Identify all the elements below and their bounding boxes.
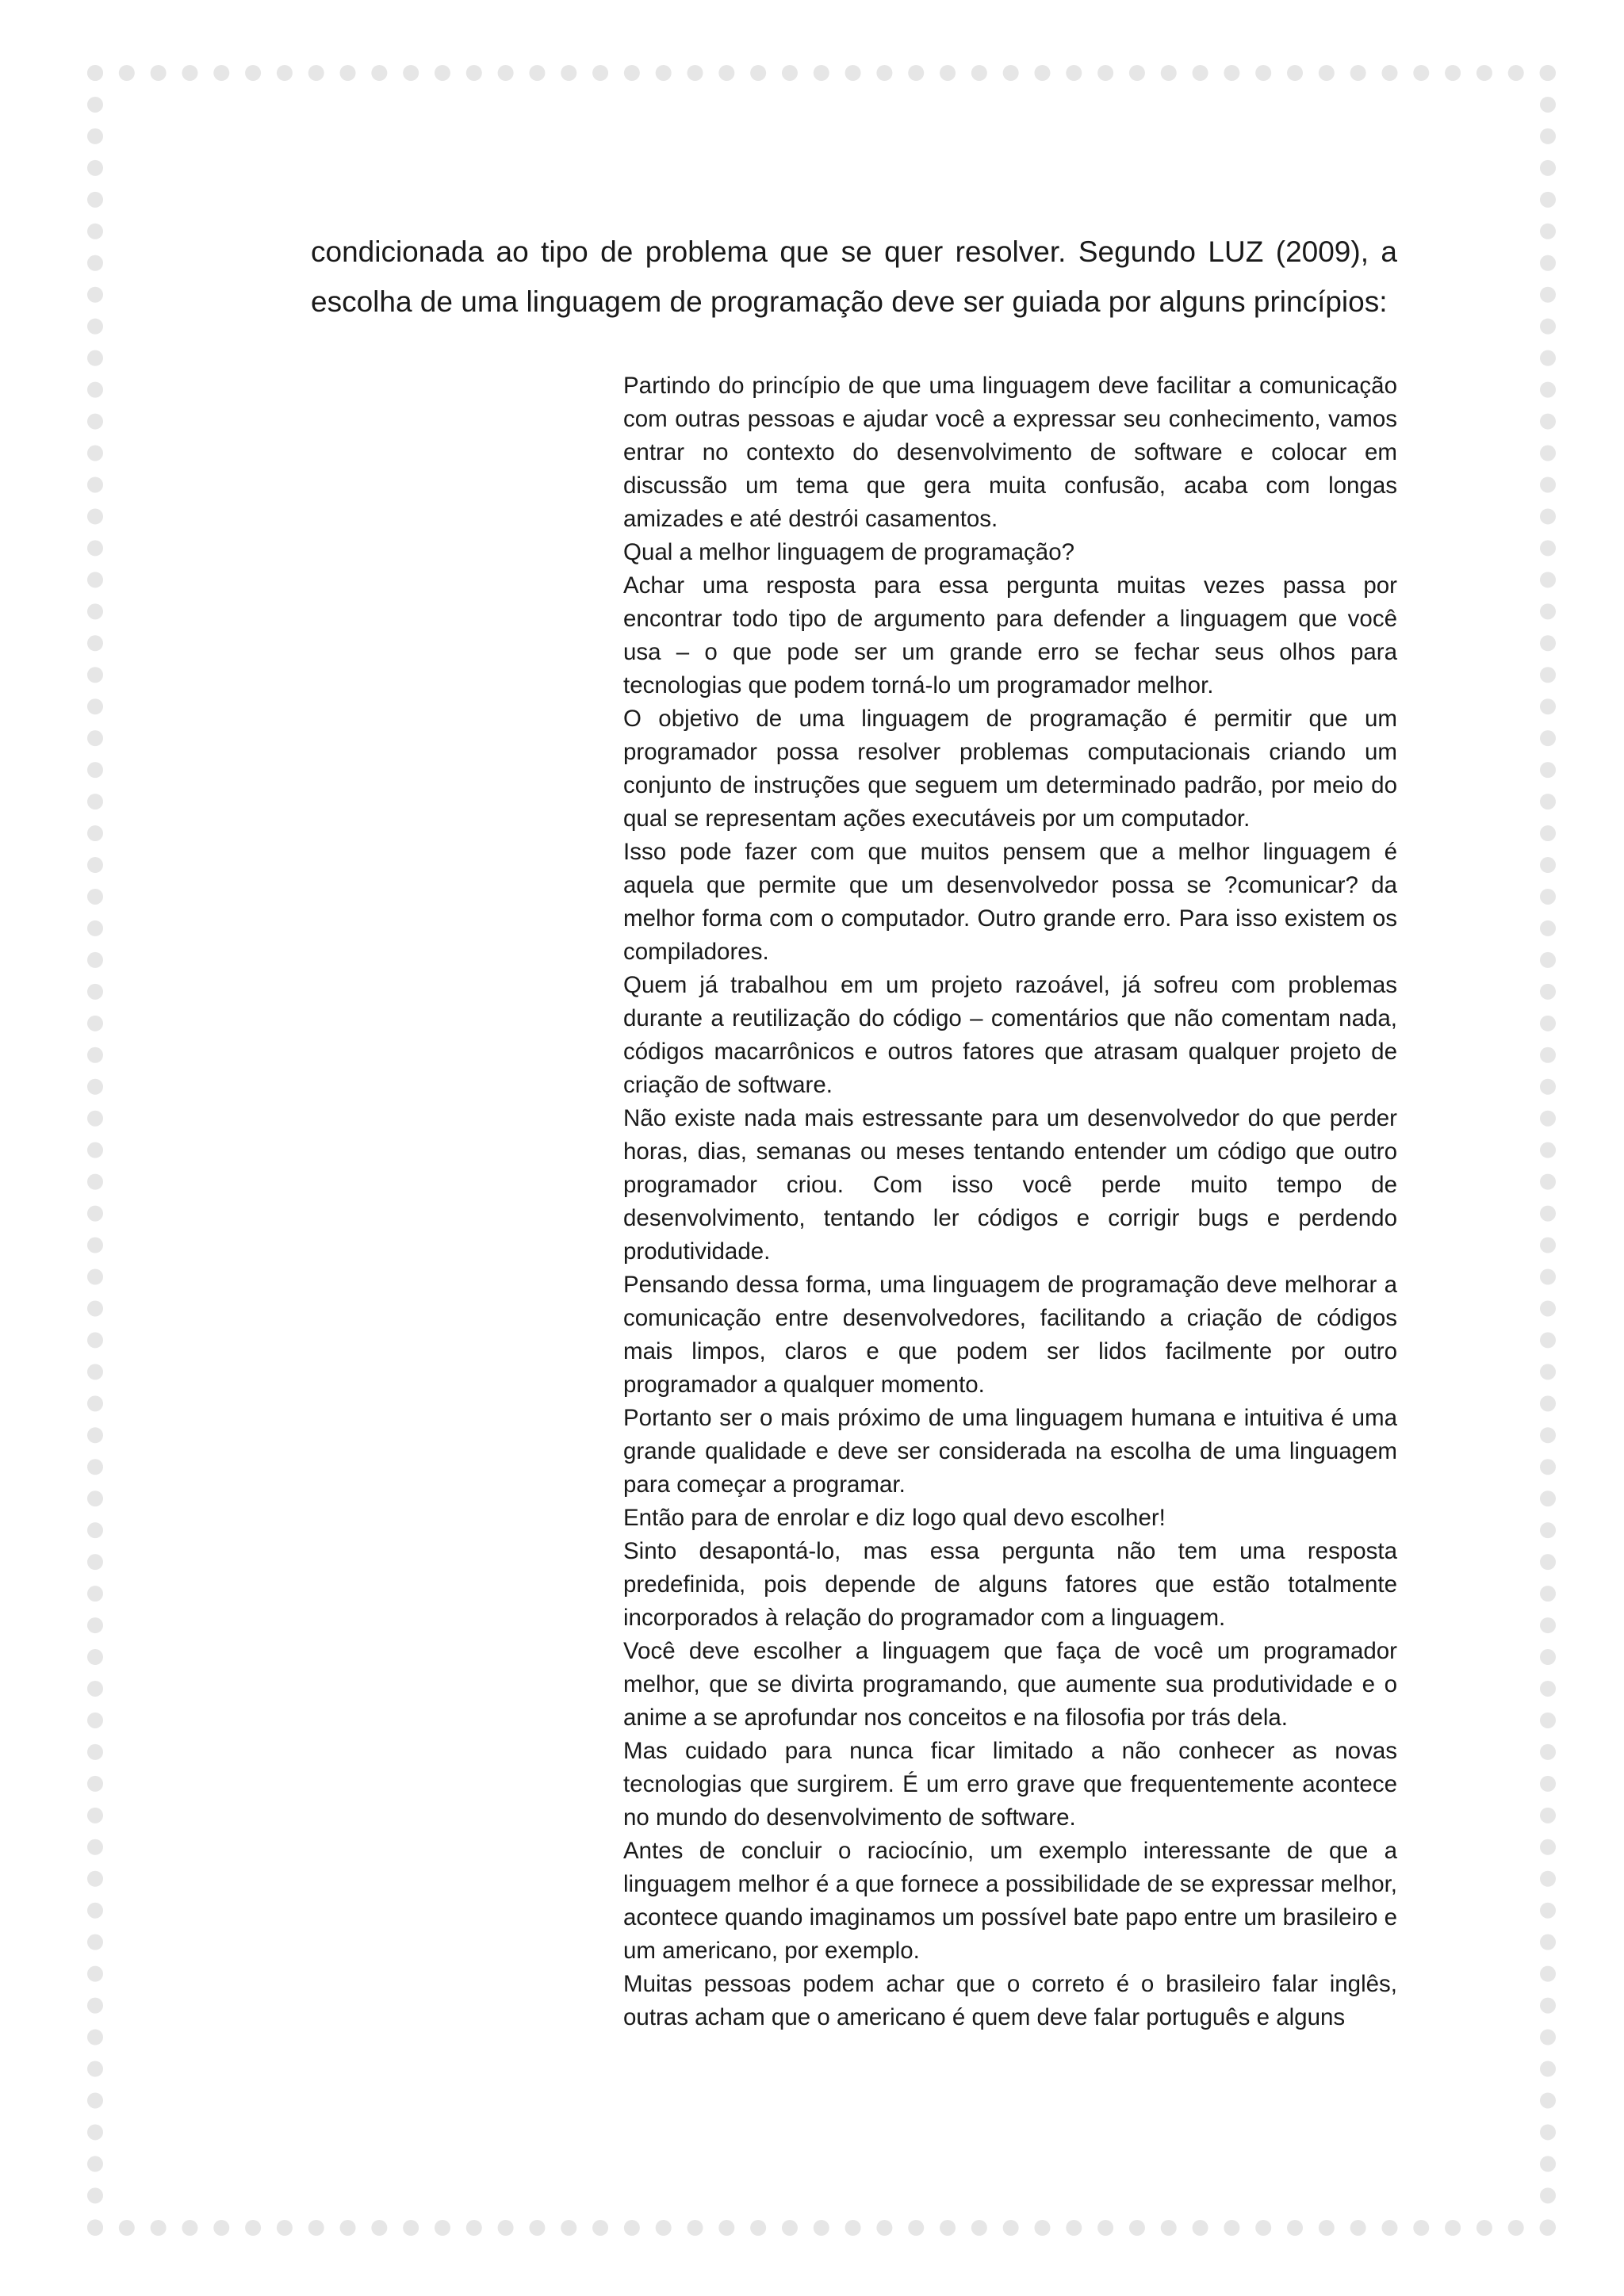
quote-paragraph-4: O objetivo de uma linguagem de programação é permitir que um programador possa resolver problemas computacionais criando um conjunto de instruções que seguem um determinado padrão, por meio do qual se representam ações executáveis por um computador. [623,706,1397,832]
quote-paragraph-10: Então para de enrolar e diz logo qual devo escolher! [623,1505,1166,1531]
quote-paragraph-11: Sinto desapontá-lo, mas essa pergunta não tem uma resposta predefinida, pois depende de alguns fatores que estão totalmente incorporados à relação do programador com a linguagem. [623,1538,1397,1631]
quote-paragraph-2: Qual a melhor linguagem de programação? [623,539,1075,565]
quote-paragraph-9: Portanto ser o mais próximo de uma linguagem humana e intuitiva é uma grande qualidade e deve ser considerada na escolha de uma linguagem para começar a programar. [623,1405,1397,1498]
quote-paragraph-12: Você deve escolher a linguagem que faça de você um programador melhor, que se divirta programando, que aumente sua produtividade e o anime a se aprofundar nos conceitos e na filosofia por trás dela. [623,1638,1397,1731]
quote-paragraph-8: Pensando dessa forma, uma linguagem de programação deve melhorar a comunicação entre desenvolvedores, facilitando a criação de códigos mais limpos, claros e que podem ser lidos facilmente por outro programador a qualquer momento. [623,1272,1397,1398]
quote-paragraph-13: Mas cuidado para nunca ficar limitado a não conhecer as novas tecnologias que surgirem. É um erro grave que frequentemente acontece no mundo do desenvolvimento de software. [623,1738,1397,1831]
quote-paragraph-1: Partindo do princípio de que uma linguagem deve facilitar a comunicação com outras pessoas e ajudar você a expressar seu conhecimento, vamos entrar no contexto do desenvolvimento de software e colocar em discussão um tema que gera muita confusão, acaba com longas amizades e até destrói casamentos. [623,373,1397,532]
quote-paragraph-7: Não existe nada mais estressante para um desenvolvedor do que perder horas, dias, semanas ou meses tentando entender um código que outro programador criou. Com isso você perde muito tempo de desenvolvimento, tentando ler códigos e corrigir bugs e perdendo produtividade. [623,1105,1397,1265]
quote-paragraph-15: Muitas pessoas podem achar que o correto é o brasileiro falar inglês, outras acham que o americano é quem deve falar português e alguns [623,1971,1397,2030]
quote-paragraph-3: Achar uma resposta para essa pergunta muitas vezes passa por encontrar todo tipo de argumento para defender a linguagem que você usa – o que pode ser um grande erro se fechar seus olhos para tecnologias que podem torná-lo um programador melhor. [623,572,1397,698]
quote-paragraph-14: Antes de concluir o raciocínio, um exemplo interessante de que a linguagem melhor é a que fornece a possibilidade de se expressar melhor, acontece quando imaginamos um possível bate papo entre um brasileiro e um americano, por exemplo. [623,1838,1397,1964]
quote-paragraph-5: Isso pode fazer com que muitos pensem que a melhor linguagem é aquela que permite que um desenvolvedor possa se ?comunicar? da melhor forma com o computador. Outro grande erro. Para isso existem os compiladores. [623,839,1397,965]
body-paragraph: condicionada ao tipo de problema que se quer resolver. Segundo LUZ (2009), a escolha de uma linguagem de programação deve ser guiada por alguns princípios: [311,235,1397,318]
quote-paragraph-6: Quem já trabalhou em um projeto razoável, já sofreu com problemas durante a reutilização do código – comentários que não comentam nada, códigos macarrônicos e outros fatores que atrasam qualquer projeto de criação de software. [623,972,1397,1098]
block-quote [623,369,1397,2034]
